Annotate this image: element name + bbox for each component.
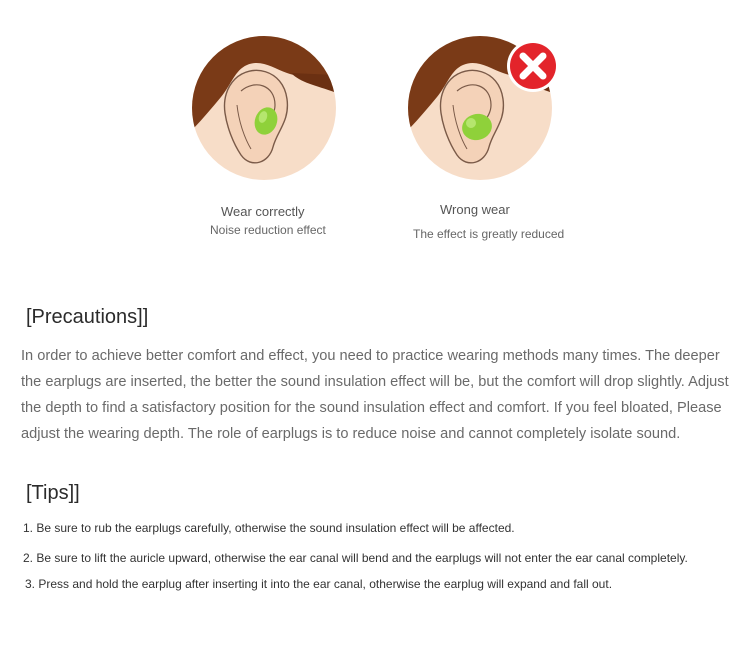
ear-correct-illustration [191,35,337,181]
red-x-icon [505,38,561,94]
tips-heading: [Tips]] [26,482,80,504]
tip-item: 2. Be sure to lift the auricle upward, otherwise the ear canal will bend and the earplugs will not enter the ear canal completely. [23,551,688,565]
tip-item: 1. Be sure to rub the earplugs carefully, otherwise the sound insulation effect will be affected. [23,521,515,535]
figure-title: Wrong wear [440,202,510,217]
precautions-heading: [Precautions]] [26,306,149,328]
figure-title: Wear correctly [221,204,305,219]
tip-item: 3. Press and hold the earplug after inserting it into the ear canal, otherwise the earplug will expand and fall out. [25,577,613,591]
figure-subtitle: Noise reduction effect [210,223,326,237]
figure-subtitle: The effect is greatly reduced [413,227,565,241]
precautions-text: In order to achieve better comfort and effect, you need to practice wearing methods many times. The deeper the earplugs are inserted, the better the sound insulation effect will be, but the comfort will drop slightly. Adjust the depth to find a satisfactory position for the sound insulation effect and comfort. If you feel bloated, Please adjust the wearing depth. The role of earplugs is to reduce noise and cannot completely isolate sound. [21,348,729,442]
